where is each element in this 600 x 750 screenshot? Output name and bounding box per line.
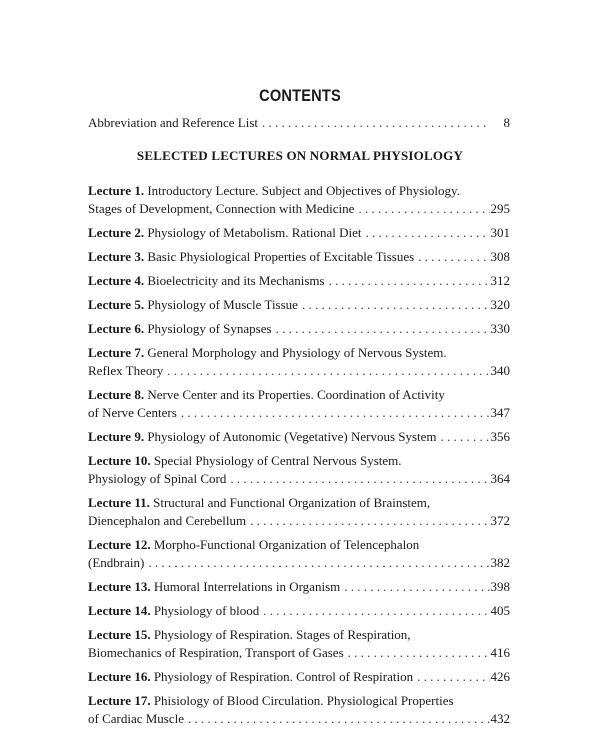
toc-entry[interactable] bbox=[88, 320, 510, 338]
toc-page-number: 416 bbox=[490, 645, 510, 660]
toc-entry-title: Biomechanics of Respiration, Transport of Gases bbox=[88, 645, 344, 660]
toc-entry-title-line1: Nerve Center and its Properties. Coordination of Activity bbox=[147, 387, 445, 402]
toc-entry[interactable] bbox=[88, 182, 510, 218]
toc-entry-text bbox=[88, 644, 344, 662]
toc-entry[interactable] bbox=[88, 626, 510, 662]
toc-entry[interactable] bbox=[88, 494, 510, 530]
toc-page-number: 295 bbox=[490, 201, 510, 216]
dot-leader bbox=[414, 248, 490, 266]
toc-page-number: 364 bbox=[490, 471, 510, 486]
lecture-label: Lecture 2. bbox=[88, 225, 145, 240]
toc-entry[interactable] bbox=[88, 692, 510, 728]
lecture-label: Lecture 16. bbox=[88, 669, 151, 684]
lecture-label: Lecture 3. bbox=[88, 249, 145, 264]
toc-entry-leader-line bbox=[88, 248, 510, 266]
toc-entry-leader-line bbox=[88, 320, 510, 338]
toc-entry-leader-line bbox=[88, 224, 510, 242]
toc-page-number: 426 bbox=[490, 669, 510, 684]
toc-entry-leader-line bbox=[88, 296, 510, 314]
toc-entry-leader-line bbox=[88, 428, 510, 446]
dot-leader bbox=[258, 114, 490, 132]
lecture-label: Lecture 7. bbox=[88, 345, 145, 360]
toc-entry[interactable] bbox=[88, 536, 510, 572]
dot-leader bbox=[354, 200, 490, 218]
toc-page-number: 308 bbox=[490, 249, 510, 264]
lecture-label: Lecture 12. bbox=[88, 537, 151, 552]
toc-entry-title-line1: Phisiology of Blood Circulation. Physiological Properties bbox=[153, 693, 454, 708]
toc-entry-first-line bbox=[88, 626, 510, 644]
toc-entry[interactable] bbox=[88, 296, 510, 314]
toc-entry-title-line1: Structural and Functional Organization of Brainstem, bbox=[153, 495, 431, 510]
toc-entry[interactable] bbox=[88, 602, 510, 620]
toc-entry-title-line1: Physiology of Respiration. Stages of Respiration, bbox=[153, 627, 411, 642]
dot-leader bbox=[177, 404, 490, 422]
dot-leader bbox=[144, 554, 490, 572]
toc-entry-text bbox=[88, 710, 184, 728]
toc-entry-text bbox=[88, 224, 361, 242]
toc-entry-title: Diencephalon and Cerebellum bbox=[88, 513, 247, 528]
lecture-label: Lecture 1. bbox=[88, 183, 145, 198]
toc-entry-title-line1: Morpho-Functional Organization of Telencephalon bbox=[153, 537, 420, 552]
toc-entry-title: of Nerve Centers bbox=[88, 405, 177, 420]
dot-leader bbox=[437, 428, 490, 446]
toc-entry-text bbox=[88, 668, 413, 686]
toc-entry-first-line bbox=[88, 182, 510, 200]
toc-entry-abbreviations[interactable] bbox=[88, 114, 510, 132]
toc-entry-first-line bbox=[88, 536, 510, 554]
toc-entry-first-line bbox=[88, 344, 510, 362]
toc-entry-leader-line bbox=[88, 470, 510, 488]
dot-leader bbox=[340, 578, 490, 596]
lecture-label: Lecture 9. bbox=[88, 429, 145, 444]
lecture-label: Lecture 13. bbox=[88, 579, 151, 594]
toc-entry-leader-line bbox=[88, 404, 510, 422]
toc-entry[interactable] bbox=[88, 452, 510, 488]
toc-page-number: 8 bbox=[503, 115, 510, 130]
toc-entry-text bbox=[88, 296, 298, 314]
toc-entry-leader-line bbox=[88, 644, 510, 662]
toc-page-number: 398 bbox=[490, 579, 510, 594]
dot-leader bbox=[184, 710, 490, 728]
toc-entry-text bbox=[88, 200, 354, 218]
lecture-label: Lecture 10. bbox=[88, 453, 151, 468]
toc-entry-title: Physiology of Synapses bbox=[147, 321, 272, 336]
dot-leader bbox=[298, 296, 490, 314]
toc-entry-leader-line bbox=[88, 710, 510, 728]
toc-entry-leader-line bbox=[88, 668, 510, 686]
toc-list bbox=[88, 182, 510, 734]
toc-entry-title: Stages of Development, Connection with Medicine bbox=[88, 201, 355, 216]
toc-entry-leader-line bbox=[88, 512, 510, 530]
toc-entry-title: Physiology of Muscle Tissue bbox=[147, 297, 298, 312]
toc-page-number: 405 bbox=[490, 603, 510, 618]
toc-entry-title: Physiology of blood bbox=[153, 603, 260, 618]
toc-entry-text: Abbreviation and Reference List bbox=[88, 115, 259, 130]
page-title: CONTENTS bbox=[259, 86, 341, 105]
toc-entry-title: Reflex Theory bbox=[88, 363, 164, 378]
toc-page-number: 372 bbox=[490, 513, 510, 528]
dot-leader bbox=[344, 644, 490, 662]
toc-entry-first-line bbox=[88, 692, 510, 710]
toc-entry-leader-line bbox=[88, 362, 510, 380]
lecture-label: Lecture 4. bbox=[88, 273, 145, 288]
toc-entry-text bbox=[88, 470, 226, 488]
lecture-label: Lecture 17. bbox=[88, 693, 151, 708]
toc-entry[interactable] bbox=[88, 386, 510, 422]
toc-entry-title-line1: Introductory Lecture. Subject and Objectives of Physiology. bbox=[147, 183, 460, 198]
toc-page-number: 301 bbox=[490, 225, 510, 240]
toc-entry-first-line bbox=[88, 386, 510, 404]
lecture-label: Lecture 8. bbox=[88, 387, 145, 402]
dot-leader bbox=[361, 224, 490, 242]
toc-entry-text bbox=[88, 578, 340, 596]
dot-leader bbox=[163, 362, 490, 380]
toc-page-number: 320 bbox=[490, 297, 510, 312]
lecture-label: Lecture 14. bbox=[88, 603, 151, 618]
toc-entry-leader-line bbox=[88, 272, 510, 290]
section-heading: SELECTED LECTURES ON NORMAL PHYSIOLOGY bbox=[136, 148, 464, 163]
toc-entry-leader-line bbox=[88, 200, 510, 218]
toc-entry-leader-line bbox=[88, 554, 510, 572]
toc-entry-title: (Endbrain) bbox=[88, 555, 145, 570]
toc-entry[interactable] bbox=[88, 428, 510, 446]
lecture-label: Lecture 6. bbox=[88, 321, 145, 336]
toc-entry-title-line1: Special Physiology of Central Nervous System. bbox=[153, 453, 402, 468]
toc-entry-title: Basic Physiological Properties of Excitable Tissues bbox=[147, 249, 415, 264]
toc-entry-first-line bbox=[88, 494, 510, 512]
toc-entry-text bbox=[88, 362, 163, 380]
toc-page-number: 356 bbox=[490, 429, 510, 444]
toc-entry[interactable] bbox=[88, 248, 510, 266]
toc-entry-text bbox=[88, 602, 259, 620]
toc-entry-text bbox=[88, 512, 246, 530]
dot-leader bbox=[325, 272, 490, 290]
toc-entry-text bbox=[88, 428, 437, 446]
toc-entry-title: Physiology of Autonomic (Vegetative) Nervous System bbox=[147, 429, 437, 444]
toc-entry-text bbox=[88, 404, 177, 422]
toc-page-number: 347 bbox=[490, 405, 510, 420]
toc-page-number: 312 bbox=[490, 273, 510, 288]
lecture-label: Lecture 11. bbox=[88, 495, 150, 510]
toc-entry-title: Bioelectricity and its Mechanisms bbox=[147, 273, 325, 288]
toc-entry-title: Physiology of Metabolism. Rational Diet bbox=[147, 225, 362, 240]
toc-entry-title: Physiology of Spinal Cord bbox=[88, 471, 227, 486]
toc-entry[interactable] bbox=[88, 224, 510, 242]
toc-entry-title: Physiology of Respiration. Control of Respiration bbox=[153, 669, 414, 684]
dot-leader bbox=[413, 668, 490, 686]
toc-page-number: 432 bbox=[490, 711, 510, 726]
toc-page-number: 330 bbox=[490, 321, 510, 336]
toc-entry[interactable] bbox=[88, 668, 510, 686]
toc-page-number: 382 bbox=[490, 555, 510, 570]
lecture-label: Lecture 5. bbox=[88, 297, 145, 312]
toc-page-number: 340 bbox=[490, 363, 510, 378]
toc-entry-title: Humoral Interrelations in Organism bbox=[153, 579, 341, 594]
toc-entry-text bbox=[88, 272, 325, 290]
toc-entry[interactable] bbox=[88, 344, 510, 380]
lecture-label: Lecture 15. bbox=[88, 627, 151, 642]
dot-leader bbox=[246, 512, 490, 530]
toc-entry-text bbox=[88, 320, 272, 338]
toc-entry-leader-line bbox=[88, 602, 510, 620]
toc-entry-text bbox=[88, 554, 144, 572]
toc-entry[interactable] bbox=[88, 578, 510, 596]
toc-entry-title-line1: General Morphology and Physiology of Nervous System. bbox=[147, 345, 447, 360]
dot-leader bbox=[272, 320, 490, 338]
toc-entry-first-line bbox=[88, 452, 510, 470]
toc-entry-leader-line bbox=[88, 578, 510, 596]
toc-entry[interactable] bbox=[88, 272, 510, 290]
dot-leader bbox=[259, 602, 490, 620]
dot-leader bbox=[226, 470, 490, 488]
toc-entry-title: of Cardiac Muscle bbox=[88, 711, 185, 726]
toc-entry-text bbox=[88, 248, 414, 266]
